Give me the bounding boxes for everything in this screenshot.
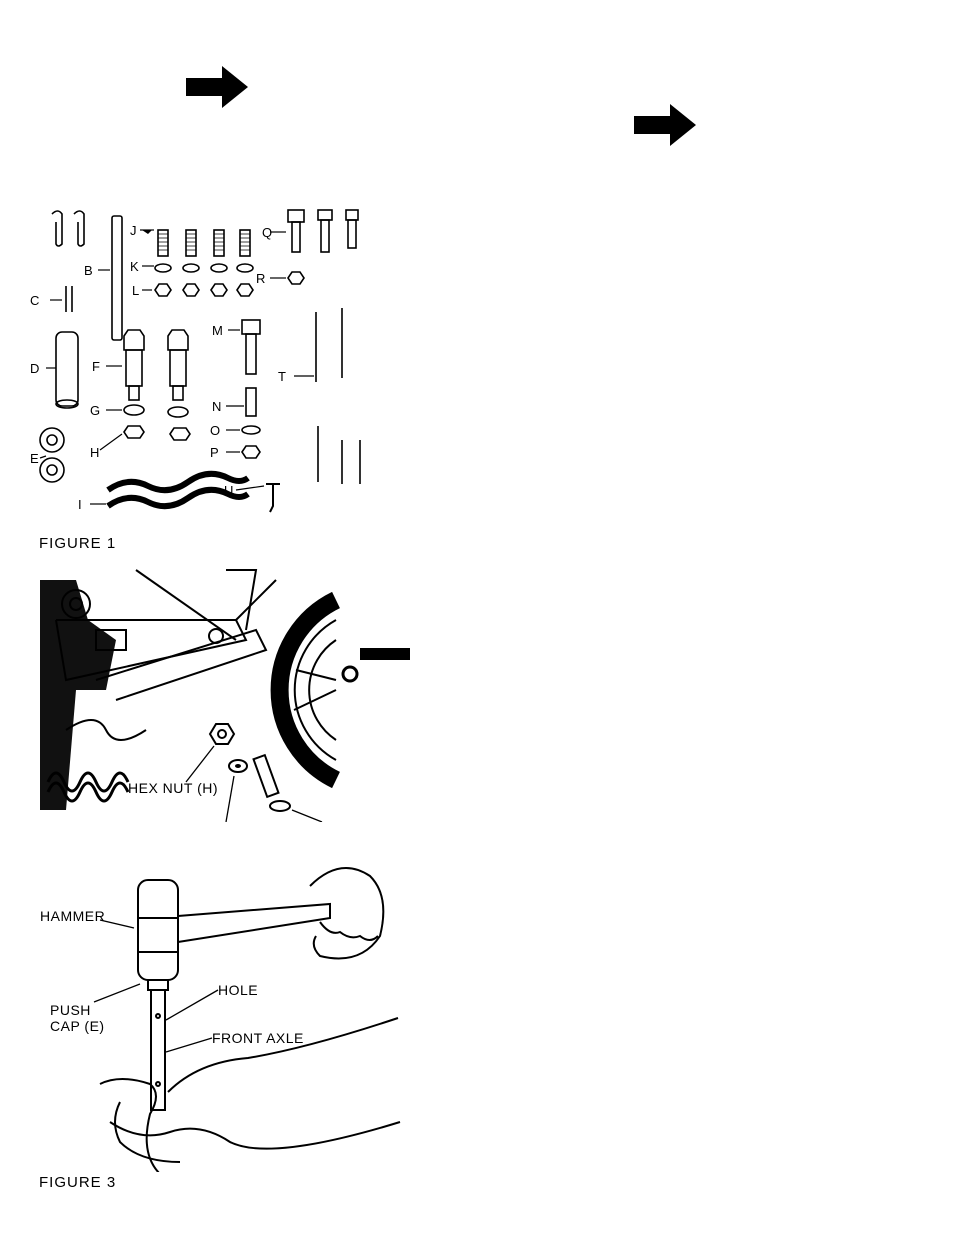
part-label-i: I: [78, 497, 82, 512]
part-label-g: G: [90, 403, 101, 418]
part-label-b: B: [84, 263, 93, 278]
hub-assembly-illustration: [36, 560, 416, 822]
hammer-label: HAMMER: [40, 908, 106, 924]
part-label-k: K: [130, 259, 139, 274]
part-label-q: Q: [262, 225, 273, 240]
push-cap-label-line2: CAP (E): [50, 1018, 105, 1034]
right-arrow-icon: [634, 104, 696, 146]
part-label-u: U: [224, 483, 234, 498]
part-label-e: E: [30, 451, 39, 466]
figure-1: [30, 200, 370, 530]
hex-nut-label: HEX NUT (H): [128, 780, 219, 796]
parts-illustration: [30, 200, 370, 530]
part-label-n: N: [212, 399, 222, 414]
part-label-j: J: [130, 223, 137, 238]
hole-label: HOLE: [218, 982, 259, 998]
figure-2: [36, 560, 416, 822]
figure-3-caption: FIGURE 3: [39, 1174, 117, 1191]
push-cap-label-line1: PUSH: [50, 1002, 91, 1018]
part-label-p: P: [210, 445, 219, 460]
front-axle-label: FRONT AXLE: [212, 1030, 304, 1046]
part-label-t: T: [278, 369, 286, 384]
part-label-m: M: [212, 323, 223, 338]
part-label-h: H: [90, 445, 100, 460]
figure-1-caption: FIGURE 1: [39, 535, 117, 552]
part-label-l: L: [132, 283, 140, 298]
part-label-f: F: [92, 359, 100, 374]
part-label-o: O: [210, 423, 221, 438]
part-label-r: R: [256, 271, 266, 286]
part-label-d: D: [30, 361, 40, 376]
figure-3: [30, 862, 410, 1172]
part-label-c: C: [30, 293, 40, 308]
right-arrow-icon: [186, 66, 248, 108]
